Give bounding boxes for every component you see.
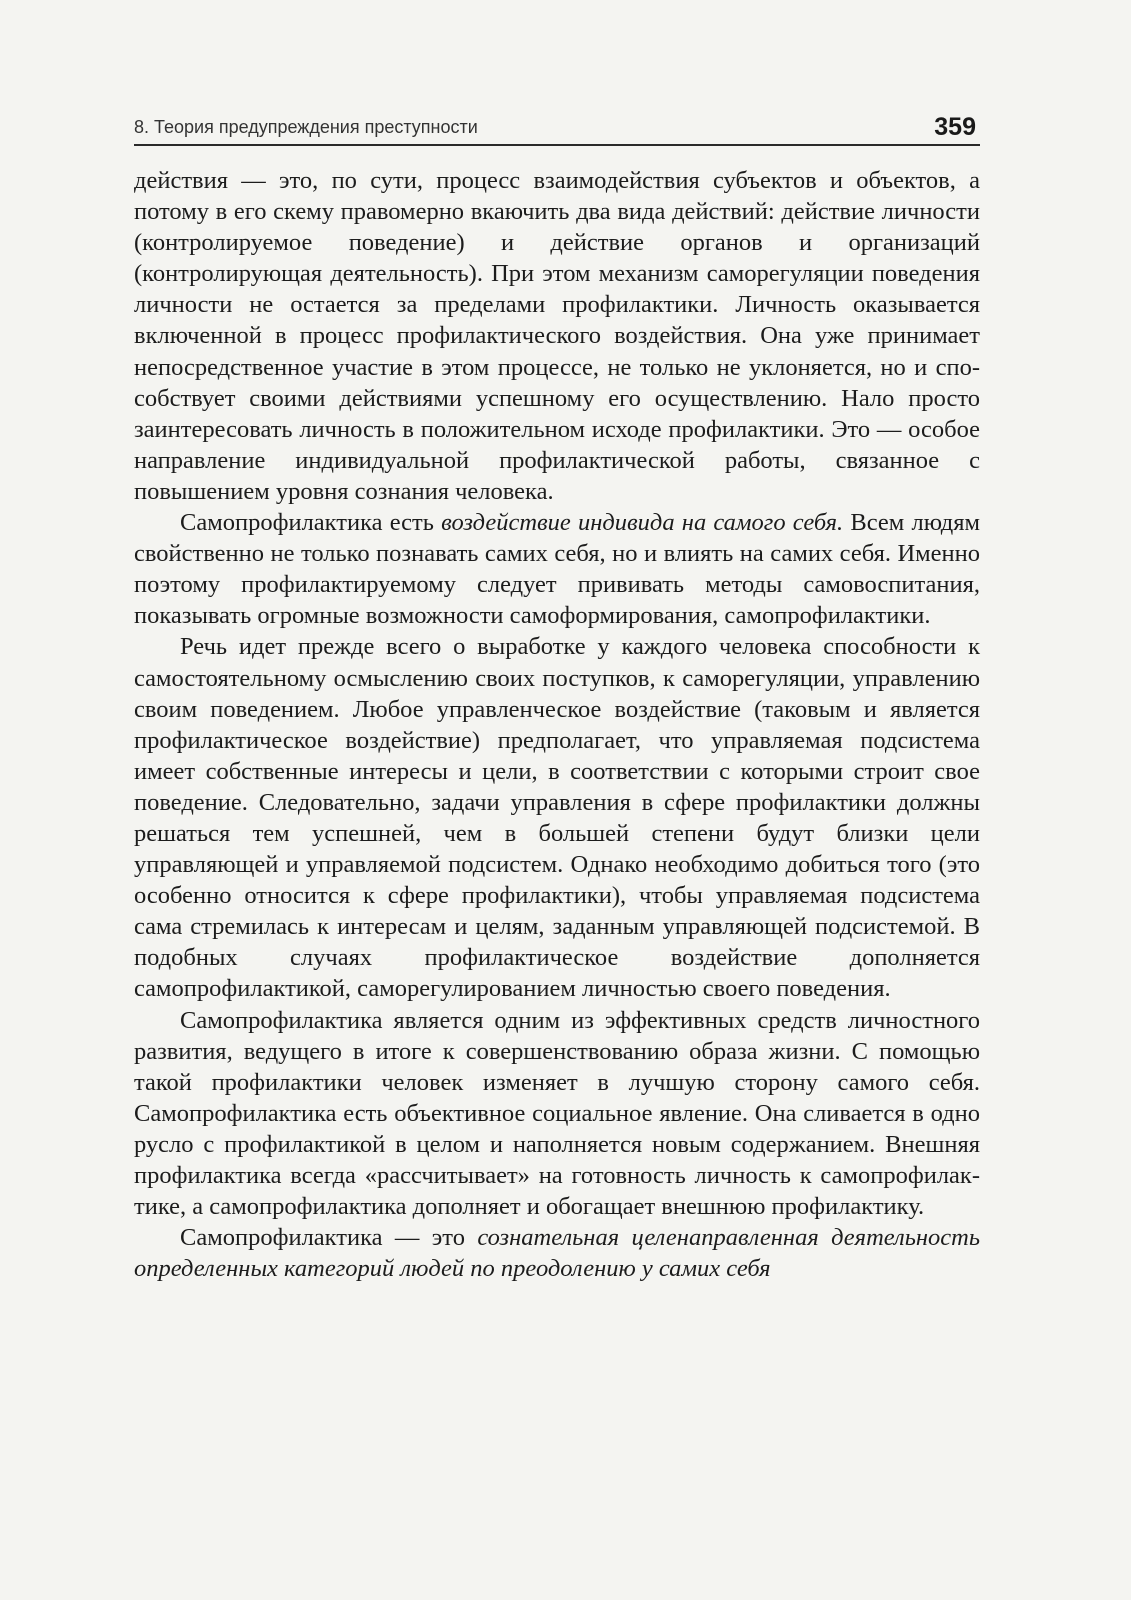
paragraph-4 [134, 1005, 980, 1223]
paragraph-2 [134, 507, 980, 631]
paragraph-text-rest: Всем людям свойственно не только познавать самих себя, но и влиять на самих себя. Именно поэтому профилактируемому следует прививать методы самовоспитания, показывать огромные возможности самоформирования, самопрофилактики. [134, 509, 980, 630]
emphasized-definition: воздействие индивида на самого себя. [441, 509, 844, 537]
body-text [134, 165, 980, 1284]
paragraph-3 [134, 631, 980, 1004]
paragraph-5 [134, 1222, 980, 1284]
paragraph-text: Речь идет прежде всего о выработке у каждого человека способности к самостоятельному осмыслению своих поступков, к саморегуляции, управлению своим поведением. Любое управленческое воздействие (таковым и является профилактическое воздействие) предполагает, что управляемая подсистема имеет собственные интересы и цели, в соответствии с которыми строит свое поведение. Следовательно, задачи управления в сфере профилактики должны решаться тем успешней, чем в большей степени будут близки цели управляющей и управляемой подсистем. Однако необходимо добиться того (это особенно относится к сфере профилактики), чтобы управляемая подсистема сама стремилась к интересам и целям, заданным управляющей подсистемой. В подобных случаях профилактическое воздействие дополняется самопрофилактикой, саморегулированием личностью своего поведения. [134, 633, 980, 1003]
paragraph-text-lead: Самопрофилактика есть [180, 509, 442, 537]
emphasized-definition: сознательная целенаправленная деятельность определенных категорий людей по преодолению у самих себя [134, 1224, 980, 1283]
paragraph-1 [134, 165, 980, 507]
paragraph-text: действия — это, по сути, процесс взаимодействия субъектов и объектов, а потому в его скему правомерно вкаючить два вида действий: действие личности (контролируемое поведение) и действие органов и организаций (контролирующая деятельность). При этом механизм саморегуляции поведения личности не остается за пределами профилактики. Личность оказывается включенной в процесс профилактического воздействия. Она уже принимает непосредственное участие в этом процессе, не только не уклоняется, но и способствует своими действиями успешному его осуществлению. Нало просто заинтересовать личность в положительном исходе профилактики. Это — особое направление индивидуальной профилактической работы, связанное с повышением уровня сознания человека. [134, 167, 980, 505]
paragraph-text: Самопрофилактика является одним из эффективных средств личностного развития, ведущего в итоге к совершенствованию образа жизни. С помощью такой профилактики человек изменяет в лучшую сторону самого себя. Самопрофилактика есть объективное социальное явление. Она сливается в одно русло с профилактикой в целом и наполняется новым содержанием. Внешняя профилактика всегда «рассчитывает» на готовность личность к самопрофилактике, а самопрофилактика дополняет и обогащает внешнюю профилактику. [134, 1006, 980, 1221]
chapter-title: 8. Теория предупреждения преступности [134, 117, 478, 137]
paragraph-text-lead: Самопрофилактика — это [180, 1224, 478, 1252]
page-number: 359 [934, 113, 976, 141]
running-header [134, 108, 980, 146]
